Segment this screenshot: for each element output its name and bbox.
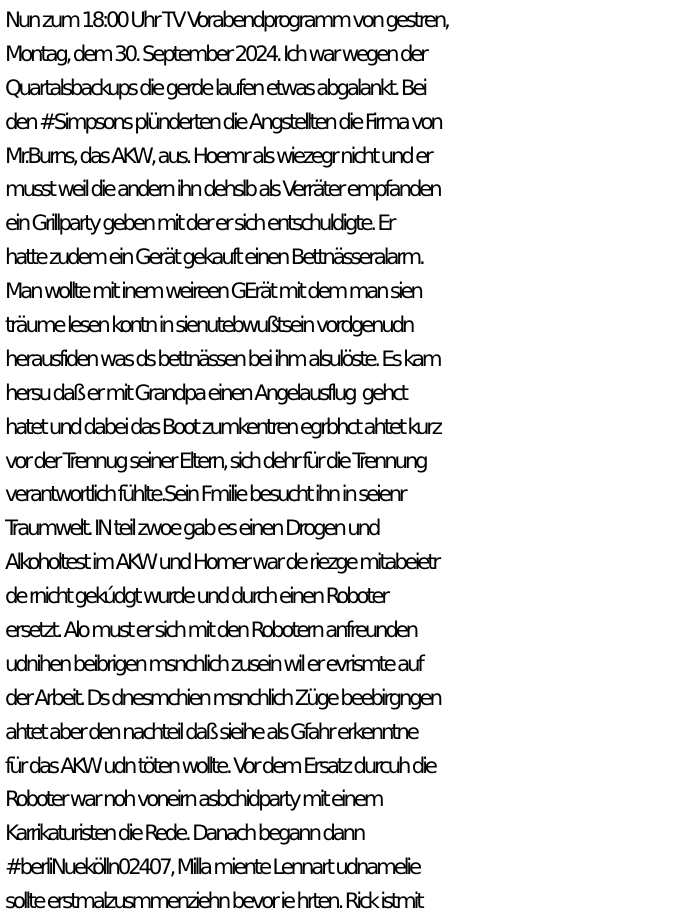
text-line-8: hatte zudem ein Gerät gekauft einen Bettnässeralarm. bbox=[5, 245, 423, 271]
text-line-10: träume lesen kontn in sienutebwußtsein vordgenudn bbox=[5, 313, 413, 339]
text-line-14: vor der Trennug seiner Eltern, sich dehr für die Trennung bbox=[5, 448, 426, 474]
text-line-9: Man wollte mit inem weireen GErät mit dem man sien bbox=[5, 279, 421, 305]
text-line-25: Karrikaturisten die Rede. Danach begann dann bbox=[5, 821, 364, 847]
text-line-1: Nun zum 18:00 Uhr TV Vorabendprogramm von gestren, bbox=[5, 8, 448, 33]
text-line-7: ein Grillparty geben mit der er sich entschuldigte. Er bbox=[5, 211, 394, 237]
text-line-17: Alkoholtest im AKW und Homer war de riezge mitabeietr bbox=[5, 550, 438, 576]
text-line-6: musst weil die andern ihn dehslb als Verräter empfanden bbox=[5, 177, 440, 203]
text-line-4: den #Simpsons plünderten die Angstellten die Firma von bbox=[5, 109, 441, 135]
text-line-5: Mr.Burns, das AKW, aus. Hoemr als wiezegr nicht und er bbox=[5, 143, 431, 169]
text-line-11: herausfiden was ds bettnässen bei ihm alsulöste. Es kam bbox=[5, 346, 440, 372]
text-line-16: Traumwelt. IN teil zwoe gab es einen Drogen und bbox=[5, 516, 379, 542]
text-line-2: Montag, dem 30. September 2024. Ich war wegen der bbox=[5, 41, 426, 67]
text-line-20: udnihen beibrigen msnchlich zusein wil er evrismte auf bbox=[5, 651, 422, 677]
text-line-27: sollte erstmalzusmmenziehn bevor ie hrten. Rick istmit bbox=[5, 889, 422, 915]
text-line-23: für das AKW udn töten wollte. Vor dem Ersatz durcuh die bbox=[5, 753, 435, 779]
text-line-22: ahtet aber den nachteil daß sieihe als Gfahr erkenntne bbox=[5, 719, 417, 745]
text-line-24: Roboter war noh voneirn asbchidparty mit einem bbox=[5, 787, 382, 813]
document-body bbox=[5, 4, 684, 919]
text-line-3: Quartalsbackups die gerde laufen etwas abgalankt. Bei bbox=[5, 75, 425, 101]
text-line-21: der Arbeit. Ds dnesmchien msnchlich Züge beebirgngen bbox=[5, 685, 440, 711]
text-line-18: de rnicht gekúdgt wurde und durch einen Roboter bbox=[5, 584, 387, 610]
text-line-12: hersu daß er mit Grandpa einen Angelausflug gehct bbox=[5, 380, 406, 406]
text-line-13: hatet und dabei das Boot zumkentren egrbhct ahtet kurz bbox=[5, 414, 440, 440]
text-line-15: verantwortlich fühlte.Sein Fmilie besucht ihn in seienr bbox=[5, 482, 405, 508]
text-line-19: ersetzt. Alo must er sich mit den Robotern anfreunden bbox=[5, 618, 416, 644]
text-line-26: #berliNuekölln02407, Milla miente Lennart udnamelie bbox=[5, 855, 419, 881]
